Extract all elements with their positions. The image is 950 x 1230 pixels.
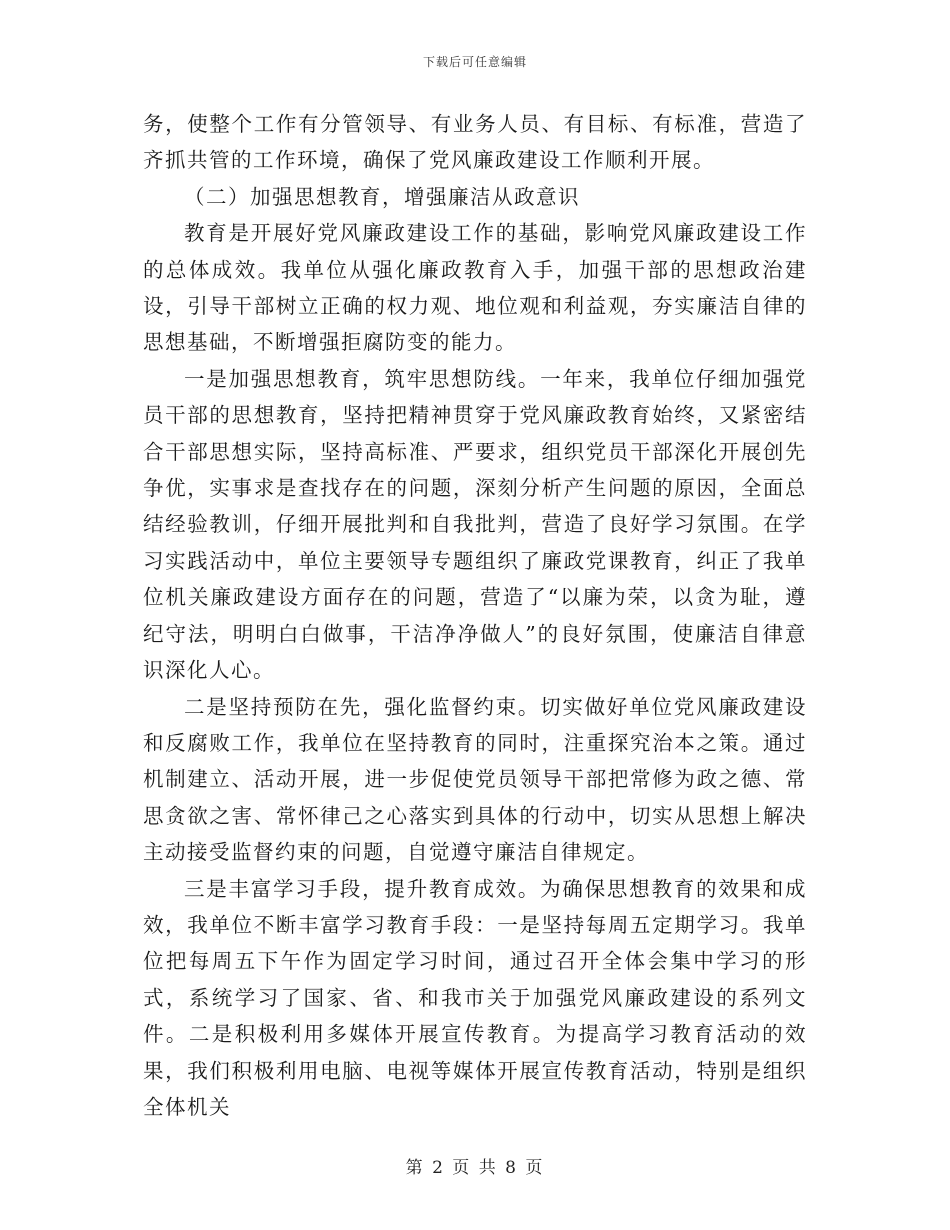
paragraph: 三是丰富学习手段，提升教育成效。为确保思想教育的效果和成效，我单位不断丰富学习教育手段：一是坚持每周五定期学习。我单位把每周五下午作为固定学习时间，通过召开全体会集中学习的形式，系统学习了国家、省、和我市关于加强党风廉政建设的系列文件。二是积极利用多媒体开展宣传教育。为提高学习教育活动的效果，我们积极利用电脑、电视等媒体开展宣传教育活动，特别是组织全体机关 <box>143 876 807 1119</box>
paragraph: 教育是开展好党风廉政建设工作的基础，影响党风廉政建设工作的总体成效。我单位从强化廉政教育入手，加强干部的思想政治建设，引导干部树立正确的权力观、地位观和利益观，夯实廉洁自律的思想基础，不断增强拒腐防变的能力。 <box>143 221 807 355</box>
paragraph-continued: 务，使整个工作有分管领导、有业务人员、有目标、有标准，营造了齐抓共管的工作环境，确保了党风廉政建设工作顺利开展。 <box>143 112 807 173</box>
page-header-note: 下载后可任意编辑 <box>422 55 527 69</box>
paragraph: 一是加强思想教育，筑牢思想防线。一年来，我单位仔细加强党员干部的思想教育，坚持把精神贯穿于党风廉政教育始终，又紧密结合干部思想实际，坚持高标准、严要求，组织党员干部深化开展创先争优，实事求是查找存在的问题，深刻分析产生问题的原因，全面总结经验教训，仔细开展批判和自我批判，营造了良好学习氛围。在学习实践活动中，单位主要领导专题组织了廉政党课教育，纠正了我单位机关廉政建设方面存在的问题，营造了“以廉为荣，以贪为耻，遵纪守法，明明白白做事，干洁净净做人”的良好氛围，使廉洁自律意识深化人心。 <box>143 366 807 683</box>
paragraph: 二是坚持预防在先，强化监督约束。切实做好单位党风廉政建设和反腐败工作，我单位在坚持教育的同时，注重探究治本之策。通过机制建立、活动开展，进一步促使党员领导干部把常修为政之德、常思贪欲之害、常怀律己之心落实到具体的行动中，切实从思想上解决主动接受监督约束的问题，自觉遵守廉洁自律规定。 <box>143 694 807 865</box>
document-body <box>143 106 807 1125</box>
section-subheading: （二）加强思想教育，增强廉洁从政意识 <box>184 184 580 209</box>
page-number-footer: 第 2 页 共 8 页 <box>405 1158 545 1178</box>
